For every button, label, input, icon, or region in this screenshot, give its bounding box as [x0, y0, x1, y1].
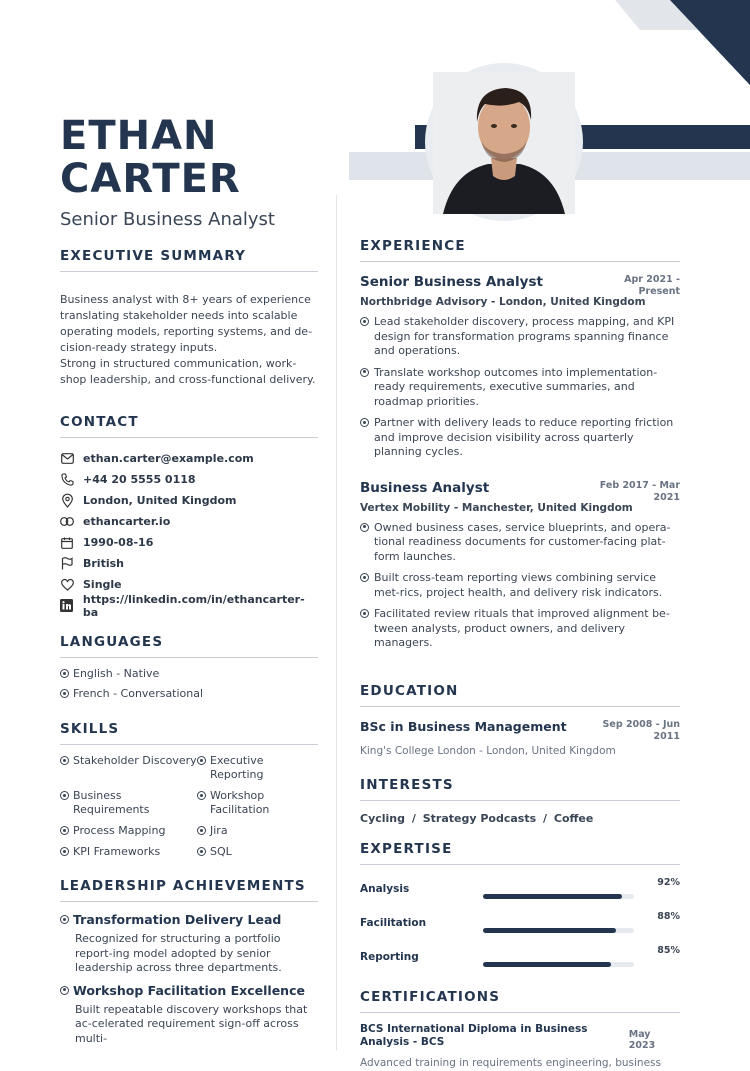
languages-heading: LANGUAGES	[60, 634, 318, 658]
column-divider	[336, 195, 337, 1050]
mail-icon	[60, 452, 74, 466]
heart-icon	[60, 578, 74, 592]
job-entry-title: Business Analyst	[360, 479, 490, 496]
bullet-icon	[60, 915, 69, 924]
bullet-icon	[197, 826, 206, 835]
bullet-icon	[360, 368, 369, 377]
interests-list	[360, 812, 680, 825]
bullet-icon	[60, 669, 69, 678]
contact-email[interactable]: ethan.carter@example.com	[60, 448, 318, 469]
bullet-icon	[60, 791, 69, 800]
calendar-icon	[60, 536, 74, 550]
interest-item: Strategy Podcasts	[422, 811, 537, 825]
expertise-bar-fill	[483, 962, 611, 967]
job-bullet: Facilitated review rituals that improved alignment be-tween analysts, product owners, and delivery managers.	[360, 607, 680, 651]
job-entry-title: Senior Business Analyst	[360, 274, 543, 290]
expertise-value: 92%	[657, 876, 680, 888]
flag-icon	[60, 557, 74, 571]
expertise-bar-track	[483, 962, 634, 967]
expertise-name: Reporting	[360, 950, 419, 963]
contact-birthdate: 1990-08-16	[60, 532, 318, 553]
certification-title: BCS International Diploma in Business Analysis - BCS	[360, 1022, 588, 1048]
right-column	[360, 238, 680, 1071]
bullet-icon	[360, 573, 369, 582]
skill-item: KPI Frameworks	[60, 845, 197, 859]
education-date: Sep 2008 - Jun 2011	[602, 718, 680, 742]
bullet-icon	[60, 826, 69, 835]
job-bullet: Partner with delivery leads to reduce reporting friction and improve decision visibility across quarterly planning cycles.	[360, 416, 680, 460]
job-bullet: Owned business cases, service blueprints, and opera-tional readiness documents for customer-facing plat-form launches.	[360, 521, 680, 565]
expertise-value: 85%	[657, 944, 680, 956]
bullet-icon	[360, 609, 369, 618]
contact-phone[interactable]: +44 20 5555 0118	[60, 469, 318, 490]
contact-nationality: British	[60, 553, 318, 574]
skill-item: Process Mapping	[60, 824, 197, 838]
left-column	[60, 115, 318, 1046]
contact-marital-status: Single	[60, 574, 318, 595]
expertise-bar-fill	[483, 894, 622, 899]
skill-item: SQL	[197, 845, 318, 859]
job-bullet: Translate workshop outcomes into implementation-ready requirements, executive summaries, and roadmap priorities.	[360, 366, 680, 410]
achievement-item: Transformation Delivery Lead Recognized for structuring a portfolio report-ing model adopted by senior leadership across three departments.	[60, 912, 318, 976]
interest-item: Coffee	[553, 811, 594, 825]
bullet-icon	[360, 418, 369, 427]
skill-item: Executive Reporting	[197, 754, 318, 782]
experience-heading: EXPERIENCE	[360, 238, 680, 262]
corner-band-decoration	[615, 0, 750, 90]
skill-item: Jira	[197, 824, 318, 838]
job-title: Senior Business Analyst	[60, 209, 275, 230]
first-name: ETHAN	[60, 113, 218, 159]
languages-section	[60, 634, 318, 701]
job-entry-date: Feb 2017 - Mar 2021	[599, 479, 680, 503]
skills-section	[60, 721, 318, 859]
interest-separator: /	[411, 811, 416, 825]
summary-heading: EXECUTIVE SUMMARY	[60, 248, 318, 272]
expertise-bar-fill	[483, 928, 616, 933]
achievements-heading: LEADERSHIP ACHIEVEMENTS	[60, 878, 318, 902]
contact-location: London, United Kingdom	[60, 490, 318, 511]
expertise-row	[360, 877, 680, 911]
bullet-icon	[60, 847, 69, 856]
summary-text: Business analyst with 8+ years of experience translating stakeholder needs into scalable operating models, reporting systems, and de-cision-ready strategy inputs. Strong in structured communication, work-shop leadership, and cross-functional delivery.	[60, 293, 316, 386]
interests-heading: INTERESTS	[360, 777, 680, 801]
bullet-icon	[60, 986, 69, 995]
expertise-bar-track	[483, 894, 634, 899]
skill-item: Business Requirements	[60, 789, 197, 817]
contact-section	[60, 414, 318, 619]
certifications-section	[360, 989, 680, 1071]
education-heading: EDUCATION	[360, 683, 680, 707]
phone-icon	[60, 473, 74, 487]
bullet-icon	[197, 847, 206, 856]
bullet-icon	[360, 523, 369, 532]
certifications-heading: CERTIFICATIONS	[360, 989, 680, 1013]
job-entry	[360, 480, 680, 651]
contact-website[interactable]: ethancarter.io	[60, 511, 318, 532]
bullet-icon	[60, 756, 69, 765]
job-entry	[360, 274, 680, 460]
expertise-row	[360, 911, 680, 945]
bullet-icon	[197, 756, 206, 765]
interest-separator: /	[543, 811, 548, 825]
summary-section	[60, 248, 318, 388]
education-school: King's College London - London, United Kingdom	[360, 744, 616, 757]
profile-photo	[433, 72, 575, 214]
job-entry-org: Northbridge Advisory - London, United Kingdom	[360, 296, 646, 308]
last-name: CARTER	[60, 156, 241, 202]
location-pin-icon	[60, 494, 74, 508]
language-item: French - Conversational	[60, 687, 318, 701]
interest-item: Cycling	[360, 811, 406, 825]
expertise-section	[360, 841, 680, 979]
certification-date: May 2023	[628, 1028, 656, 1051]
achievements-section	[60, 878, 318, 1046]
education-section	[360, 683, 680, 759]
job-entry-date: Apr 2021 - Present	[624, 274, 680, 297]
certification-text: Advanced training in requirements engineering, business	[360, 1056, 661, 1069]
skill-item: Workshop Facilitation	[197, 789, 318, 817]
link-icon	[60, 515, 74, 529]
education-degree: BSc in Business Management	[360, 718, 567, 734]
language-item: English - Native	[60, 667, 318, 681]
job-bullet: Lead stakeholder discovery, process mapping, and KPI design for transformation programs spanning finance and operations.	[360, 315, 680, 359]
bullet-icon	[60, 689, 69, 698]
expertise-value: 88%	[657, 910, 680, 922]
achievement-item: Workshop Facilitation Excellence Built repeatable discovery workshops that ac-celerated requirement sign-off across multi-	[60, 983, 318, 1047]
interests-section	[360, 777, 680, 825]
linkedin-icon	[60, 599, 74, 613]
contact-linkedin[interactable]: https://linkedin.com/in/ethancarter-ba	[60, 595, 318, 616]
skill-item: Stakeholder Discovery	[60, 754, 197, 782]
contact-heading: CONTACT	[60, 414, 318, 438]
skills-heading: SKILLS	[60, 721, 318, 745]
job-entry-org: Vertex Mobility - Manchester, United Kingdom	[360, 501, 633, 514]
experience-section	[360, 238, 680, 651]
expertise-name: Facilitation	[360, 916, 427, 929]
job-bullet: Built cross-team reporting views combining service met-rics, project health, and delivery risk indicators.	[360, 571, 680, 600]
bullet-icon	[360, 317, 369, 326]
expertise-heading: EXPERTISE	[360, 841, 680, 865]
expertise-row	[360, 945, 680, 979]
expertise-bar-track	[483, 928, 634, 933]
expertise-name: Analysis	[360, 882, 410, 895]
bullet-icon	[197, 791, 206, 800]
